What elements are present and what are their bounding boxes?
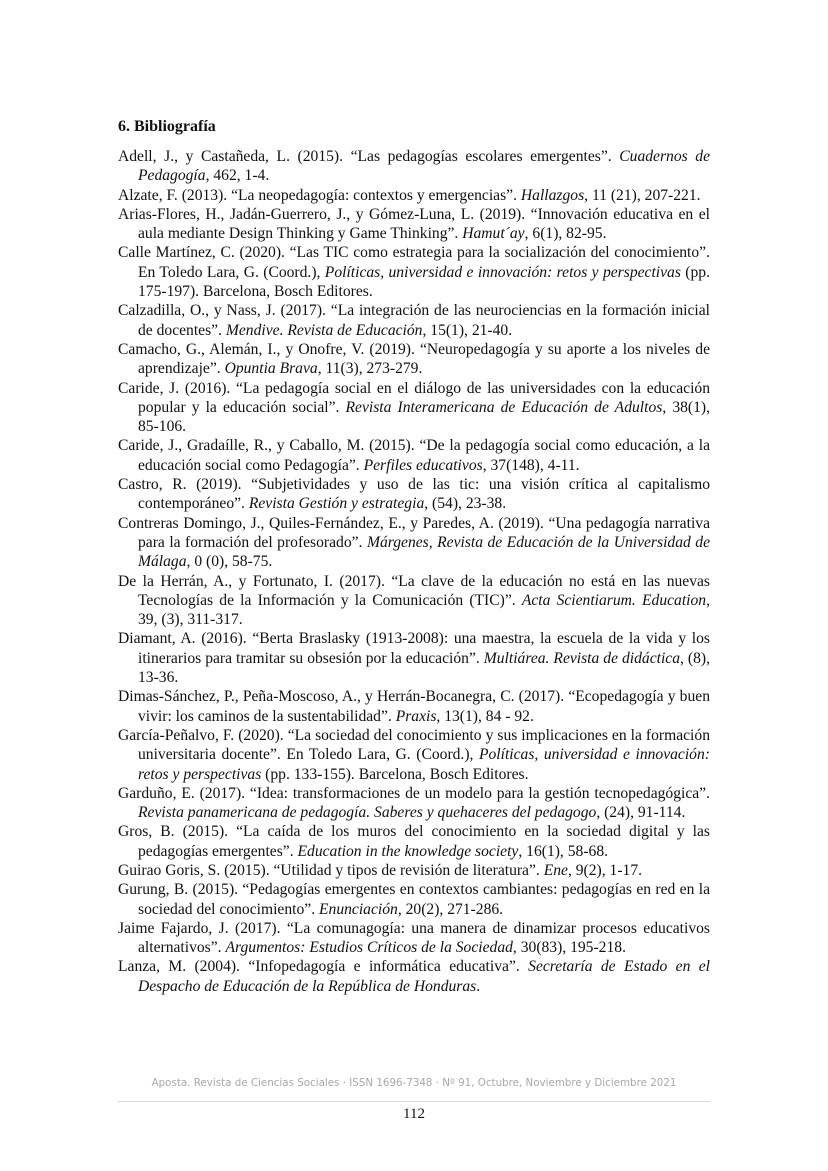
reference-source: Revista panamericana de pedagogía. Saberes y quehaceres del pedagogo [138, 804, 597, 822]
reference-source: Praxis [395, 707, 437, 725]
reference-text: , (54), 23-38. [424, 495, 507, 513]
reference-text: Arias-Flores, H., Jadán-Guerrero, J., y Gómez-Luna, L. (2019). “Innovación educativa en el aula mediante Design Thinking y Game Thinking”. [118, 205, 710, 243]
reference-entry [118, 629, 710, 687]
reference-text: Dimas-Sánchez, P., Peña-Moscoso, A., y Herrán-Bocanegra, C. (2017). “Ecopedagogía y buen vivir: los caminos de la sustentabilidad”. [118, 688, 710, 725]
reference-text: Camacho, G., Alemán, I., y Onofre, V. (2019). “Neuropedagogía y su aporte a los niveles de aprendizaje”. [118, 340, 710, 378]
reference-text: , 39, (3), 311-317. [138, 591, 710, 629]
reference-text: De la Herrán, A., y Fortunato, I. (2017). “La clave de la educación no está en las nuevas Tecnologías de la Información y la Comunicación (TIC)”. [118, 572, 710, 609]
reference-entry [118, 475, 710, 514]
reference-text: Contreras Domingo, J., Quiles-Fernández, E., y Paredes, A. (2019). “Una pedagogía narrativa para la formación del profesorado”. [118, 514, 710, 551]
reference-source: Secretaría de Estado en el Despacho de Educación de la República de Honduras [138, 958, 710, 995]
reference-text: García-Peñalvo, F. (2020). “La sociedad del conocimiento y sus implicaciones en la formación universitaria docente”. En Toledo Lara, G. (Coord.), [118, 726, 710, 764]
reference-text: , 30(83), 195-218. [512, 939, 626, 957]
reference-text: , (8), 13-36. [138, 649, 710, 687]
reference-source: Políticas, universidad e innovación: retos y perspectivas [138, 746, 710, 783]
reference-source: Education in the knowledge society [297, 842, 519, 860]
reference-text: , 6(1), 82-95. [524, 225, 607, 243]
reference-text: Diamant, A. (2016). “Berta Braslasky (1913-2008): una maestra, la escuela de la vida y los itinerarios para tramitar su obsesión por la educación”. [118, 630, 710, 667]
reference-text: (pp. 175-197). Barcelona, Bosch Editores. [138, 263, 710, 301]
reference-text: Gurung, B. (2015). “Pedagogías emergentes en contextos cambiantes: pedagogías en red en la sociedad del conocimiento”. [118, 881, 710, 918]
reference-entry [118, 436, 710, 475]
reference-entry [118, 880, 710, 919]
reference-entry [118, 379, 710, 437]
reference-source: Ene [543, 861, 568, 879]
reference-entry [118, 186, 710, 205]
reference-entry [118, 147, 710, 186]
reference-text: Castro, R. (2019). “Subjetividades y uso de las tic: una visión crítica al capitalismo contemporáneo”. [118, 476, 710, 513]
reference-text: , 38(1), 85-106. [138, 398, 711, 436]
reference-entry [118, 919, 710, 958]
reference-text: Alzate, F. (2013). “La neopedagogía: contextos y emergencias”. [118, 186, 521, 204]
page-number: 112 [403, 1106, 425, 1122]
reference-source: Políticas, universidad e innovación: retos y perspectivas [324, 263, 681, 281]
reference-source: Revista Gestión y estrategia [248, 495, 425, 513]
reference-text: Calzadilla, O., y Nass, J. (2017). “La integración de las neurociencias en la formación inicial de docentes”. [118, 302, 710, 339]
reference-entry [118, 957, 710, 996]
reference-entry [118, 861, 710, 880]
reference-entry [118, 822, 710, 861]
reference-entry [118, 687, 710, 726]
reference-text: , 9(2), 1-17. [567, 861, 643, 879]
reference-source: Revista Interamericana de Educación de Adultos [345, 398, 663, 416]
journal-footer: Aposta. Revista de Ciencias Sociales · ISSN 1696-7348 · Nº 91, Octubre, Noviembre y Diciembre 2021 [151, 1077, 677, 1089]
reference-source: Multiárea. Revista de didáctica [483, 649, 681, 667]
reference-text: , 0 (0), 58-75. [186, 553, 273, 571]
reference-source: Cuadernos de Pedagogía [138, 148, 711, 185]
reference-text: , 37(148), 4-11. [482, 456, 580, 474]
reference-source: Hallazgos [520, 186, 585, 204]
reference-entry [118, 726, 710, 784]
section-heading: 6. Bibliografía [118, 118, 216, 135]
reference-source: Hamut´ay [462, 225, 525, 243]
reference-entry [118, 205, 710, 244]
reference-source: Opuntia Brava [224, 360, 318, 378]
reference-source: Enunciación [319, 900, 398, 918]
reference-source: Márgenes, Revista de Educación de la Universidad de Málaga [138, 533, 710, 571]
reference-text: Jaime Fajardo, J. (2017). “La comunagogía: una manera de dinamizar procesos educativos alternativos”. [118, 919, 710, 957]
reference-text: , 13(1), 84 - 92. [436, 707, 534, 725]
reference-source: Mendive. Revista de Educación [225, 321, 423, 339]
reference-text: Adell, J., y Castañeda, L. (2015). “Las pedagogías escolares emergentes”. [118, 148, 620, 165]
reference-text: , 11(3), 273-279. [317, 360, 423, 378]
reference-source: Perfiles educativos [363, 456, 483, 474]
reference-entry [118, 572, 710, 630]
reference-text: Caride, J., Gradaílle, R., y Caballo, M. (2015). “De la pedagogía social como educación, a la educación social como Pedagogía”. [118, 437, 710, 474]
reference-text: , 15(1), 21-40. [422, 321, 513, 339]
reference-entry [118, 301, 710, 340]
reference-text: , 20(2), 271-286. [397, 900, 504, 918]
reference-text: , (24), 91-114. [596, 804, 686, 822]
reference-text: Guirao Goris, S. (2015). “Utilidad y tipos de revisión de literatura”. [118, 861, 544, 879]
reference-entry [118, 514, 710, 572]
reference-source: Argumentos: Estudios Críticos de la Sociedad [225, 939, 513, 957]
reference-entry [118, 784, 710, 823]
reference-text: Gros, B. (2015). “La caída de los muros del conocimiento en la sociedad digital y las pedagogías emergentes”. [118, 823, 710, 860]
reference-text: Caride, J. (2016). “La pedagogía social en el diálogo de las universidades con la educación popular y la educación social”. [118, 379, 710, 416]
reference-text: Garduño, E. (2017). “Idea: transformaciones de un modelo para la gestión tecnopedagógica”. [118, 784, 710, 802]
reference-list [118, 147, 710, 996]
reference-source: Acta Scientiarum. Education [521, 591, 707, 609]
reference-entry [118, 243, 710, 301]
reference-text: , 11 (21), 207-221. [584, 186, 701, 204]
reference-text: , 462, 1-4. [205, 167, 270, 185]
reference-text: . [476, 977, 481, 995]
reference-text: , 16(1), 58-68. [518, 842, 609, 860]
footer-divider [118, 1101, 710, 1102]
reference-entry [118, 340, 710, 379]
reference-text: (pp. 133-155). Barcelona, Bosch Editores. [261, 765, 529, 783]
reference-text: Calle Martínez, C. (2020). “Las TIC como estrategia para la socialización del conocimiento”. En Toledo Lara, G. (Coord.), [118, 244, 710, 281]
reference-text: Lanza, M. (2004). “Infopedagogía e informática educativa”. [118, 958, 529, 976]
